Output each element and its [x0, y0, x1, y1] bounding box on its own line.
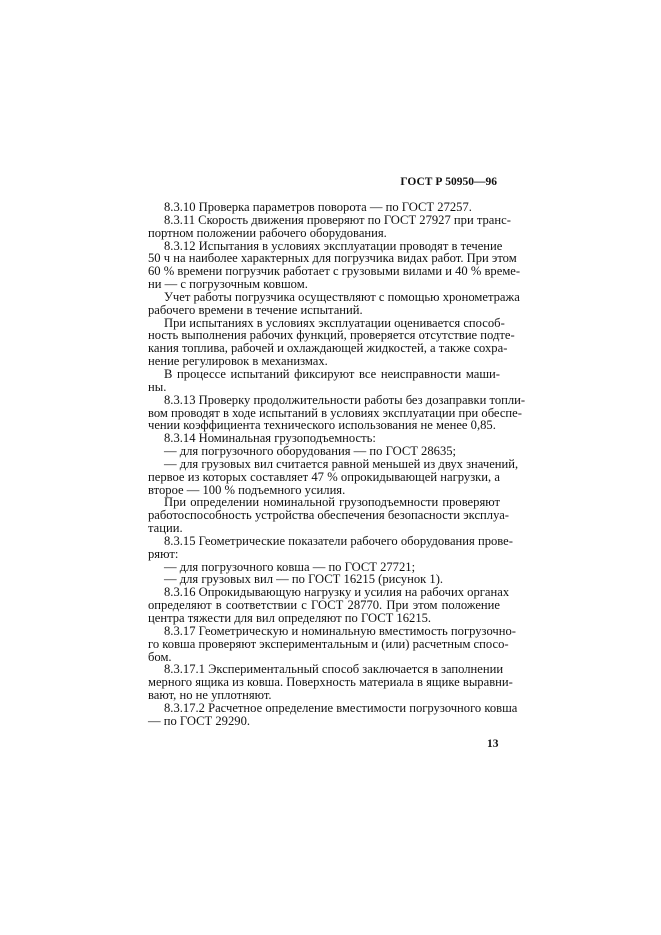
text-line: портном положении рабочего оборудования.: [148, 225, 387, 240]
text-line: 8.3.10 Проверка параметров поворота — по ГОСТ 27257.: [164, 200, 472, 214]
paragraph: [148, 533, 513, 561]
paragraph: [148, 201, 500, 214]
paragraph: [148, 456, 519, 497]
text-line: 8.3.11 Скорость движения проверяют по ГОСТ 27927 при транс-: [164, 212, 511, 227]
text-line: вом проводят в ходе испытаний в условиях эксплуатации при обеспе-: [148, 405, 522, 420]
text-line: работоспособность устройства обеспечения безопасности эксплуа-: [148, 508, 509, 523]
text-line: — для грузовых вил считается равной меньшей из двух значений,: [164, 456, 519, 471]
paragraph: [148, 315, 515, 369]
page-number: 13: [487, 738, 499, 750]
paragraph: [148, 662, 513, 703]
text-line: Учет работы погрузчика осуществляют с помощью хронометража: [164, 289, 520, 304]
text-line: первое из которых составляет 47 % опрокидывающей нагрузки, а: [148, 469, 500, 484]
text-line: чении коэффициента технического использования не менее 0,85.: [148, 418, 496, 433]
text-line: — для погрузочного ковша — по ГОСТ 27721;: [164, 559, 416, 574]
text-line: 8.3.12 Испытания в условиях эксплуатации проводят в течение: [164, 238, 503, 253]
paragraph: [148, 289, 520, 317]
text-line: При определении номинальной грузоподъемности проверяют: [164, 495, 500, 510]
text-line: При испытаниях в условиях эксплуатации оценивается способ-: [164, 315, 505, 330]
document-body: [148, 200, 526, 728]
text-line: — по ГОСТ 29290.: [148, 713, 251, 728]
paragraph: [148, 368, 500, 394]
paragraph: [148, 623, 516, 664]
text-line: — для грузовых вил — по ГОСТ 16215 (рисунок 1).: [164, 572, 444, 587]
paragraph: [148, 445, 500, 458]
text-line: 8.3.17 Геометрическую и номинальную вместимость погрузочно-: [164, 623, 516, 638]
text-line: центра тяжести для вил определяют по ГОСТ 16215.: [148, 611, 432, 625]
document-header: ГОСТ Р 50950—96: [400, 176, 497, 188]
paragraph: [148, 495, 509, 536]
text-line: 50 ч на наиболее характерных для погрузчика видах работ. При этом: [148, 251, 517, 266]
text-line: бом.: [148, 649, 172, 664]
text-line: 60 % времени погрузчик работает с грузовыми вилами и 40 % време-: [148, 264, 521, 279]
text-line: ны.: [148, 379, 167, 394]
text-line: 8.3.17.1 Экспериментальный способ заключается в заполнении: [164, 662, 504, 677]
text-line: вают, но не уплотняют.: [148, 688, 272, 703]
text-line: рабочего времени в течение испытаний.: [148, 302, 363, 317]
text-line: 8.3.17.2 Расчетное определение вместимости погрузочного ковша: [164, 700, 518, 715]
text-line: В процессе испытаний фиксируют все неисправности маши-: [164, 366, 500, 381]
text-line: 8.3.15 Геометрические показатели рабочего оборудования прове-: [164, 533, 513, 548]
paragraph: [148, 392, 526, 433]
paragraph: [148, 585, 510, 625]
text-line: ни — с погрузочным ковшом.: [148, 277, 308, 292]
text-line: кания топлива, рабочей и охлаждающей жидкостей, а также сохра-: [148, 341, 508, 356]
text-line: второе — 100 % подъемного усилия.: [148, 482, 346, 497]
text-line: 8.3.16 Опрокидывающую нагрузку и усилия на рабочих органах: [164, 585, 510, 600]
text-line: определяют в соответствии с ГОСТ 28770. При этом положение: [148, 598, 500, 613]
text-line: го ковша проверяют экспериментальным и (или) расчетным спосо-: [148, 636, 509, 651]
paragraph: [148, 212, 511, 240]
text-line: ряют:: [148, 546, 179, 561]
text-line: мерного ящика из ковша. Поверхность материала в ящике выравни-: [148, 675, 513, 690]
text-line: тации.: [148, 521, 183, 536]
paragraph: [148, 700, 518, 728]
text-line: 8.3.14 Номинальная грузоподъемность:: [164, 431, 376, 446]
text-line: — для погрузочного оборудования — по ГОСТ 28635;: [164, 444, 457, 459]
text-line: нение регулировок в механизмах.: [148, 354, 328, 369]
paragraph: [148, 238, 521, 292]
text-line: ность выполнения рабочих функций, проверяется отсутствие подте-: [148, 328, 515, 343]
text-line: 8.3.13 Проверку продолжительности работы без дозаправки топли-: [164, 392, 526, 407]
